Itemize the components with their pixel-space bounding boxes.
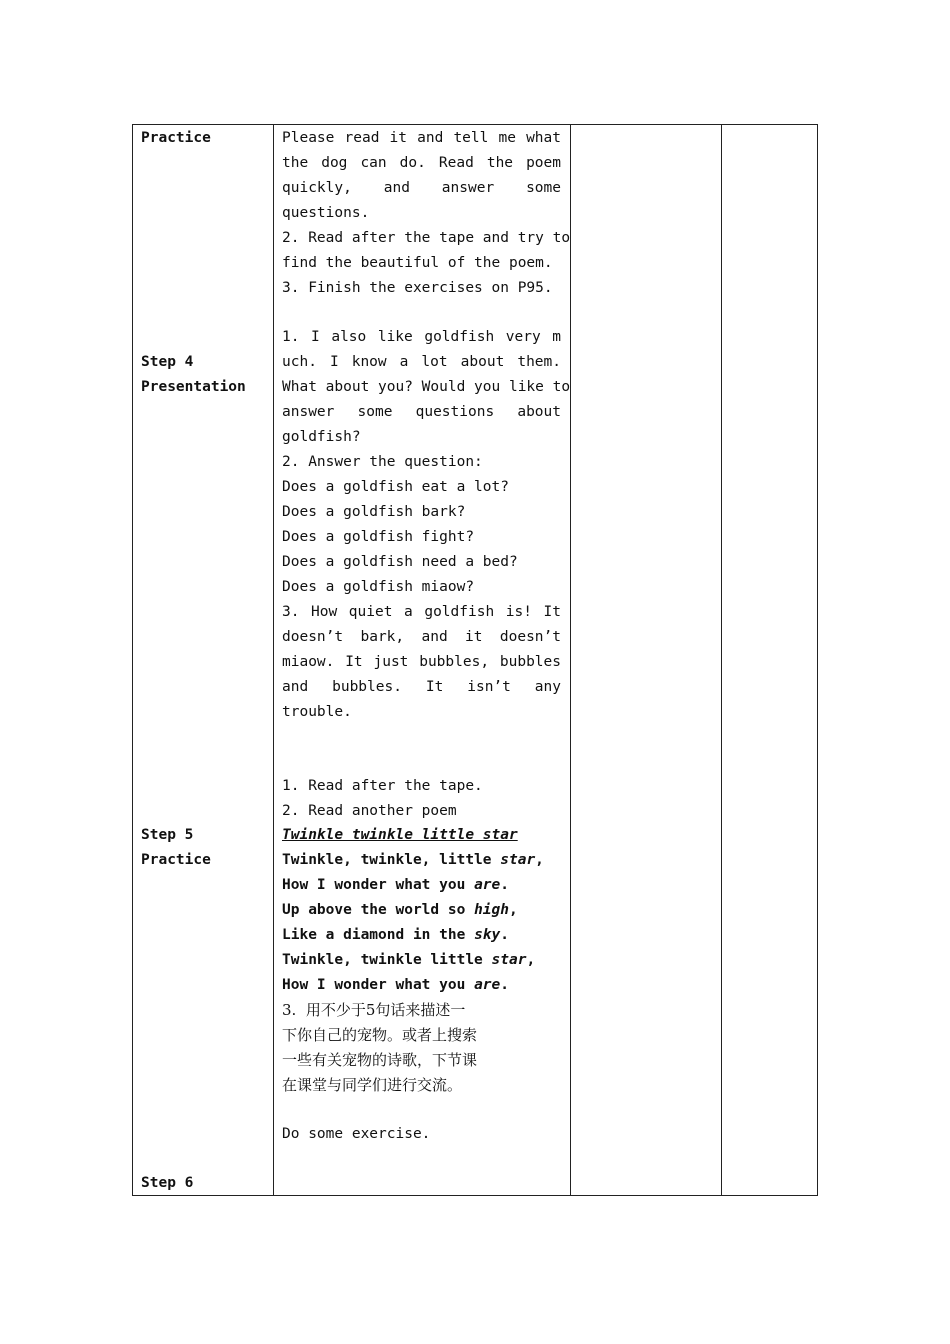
poem-line: Like a diamond in the sky. bbox=[282, 927, 509, 943]
activity-line: 2. Answer the question: bbox=[282, 454, 483, 470]
activity-line: Does a goldfish need a bed? bbox=[282, 554, 518, 570]
activity-line: 3. How quiet a goldfish is! It bbox=[282, 604, 561, 620]
activity-line: Does a goldfish bark? bbox=[282, 504, 466, 520]
activity-line: miaow. It just bubbles, bubbles bbox=[282, 654, 561, 670]
activity-line: 3. Finish the exercises on P95. bbox=[282, 280, 553, 296]
activity-line: goldfish? bbox=[282, 429, 361, 445]
empty-column-4 bbox=[722, 125, 817, 1195]
activity-line: answer some questions about bbox=[282, 404, 561, 420]
poem-line: How I wonder what you are. bbox=[282, 877, 509, 893]
activity-line: 2. Read after the tape and try to bbox=[282, 230, 571, 246]
activity-line: quickly, and answer some bbox=[282, 180, 561, 196]
activity-line: and bubbles. It isn’t any bbox=[282, 679, 561, 695]
activity-line: What about you? Would you like to bbox=[282, 379, 571, 395]
homework-line: 在课堂与同学们进行交流。 bbox=[282, 1076, 463, 1094]
activity-line: Does a goldfish miaow? bbox=[282, 579, 475, 595]
activity-line: Does a goldfish fight? bbox=[282, 529, 475, 545]
step-label-presentation: Presentation bbox=[141, 379, 246, 395]
poem-line: Twinkle, twinkle, little star, bbox=[282, 852, 544, 868]
homework-line: 3. 用不少于5句话来描述一 bbox=[282, 1001, 466, 1019]
column-divider bbox=[273, 125, 274, 1195]
step-label-practice: Practice bbox=[141, 130, 211, 146]
lesson-plan-table bbox=[132, 124, 818, 1196]
homework-line: 一些有关宠物的诗歌，下节课 bbox=[282, 1051, 478, 1069]
activity-line: Does a goldfish eat a lot? bbox=[282, 479, 509, 495]
poem-line: Twinkle, twinkle little star, bbox=[282, 952, 536, 968]
exercise-line: Do some exercise. bbox=[282, 1126, 431, 1142]
step-label-step5: Step 5 bbox=[141, 827, 194, 843]
empty-column-3 bbox=[571, 125, 721, 1195]
step-label-step6: Step 6 bbox=[141, 1175, 194, 1191]
activity-line: doesn’t bark, and it doesn’t bbox=[282, 629, 561, 645]
activity-line: find the beautiful of the poem. bbox=[282, 255, 553, 271]
activity-line: the dog can do. Read the poem bbox=[282, 155, 561, 171]
activity-line: 2. Read another poem bbox=[282, 803, 457, 819]
activity-line: questions. bbox=[282, 205, 370, 221]
activity-line: uch. I know a lot about them. bbox=[282, 354, 561, 370]
activity-line: 1. Read after the tape. bbox=[282, 778, 483, 794]
step-label-practice-2: Practice bbox=[141, 852, 211, 868]
step-label-step4: Step 4 bbox=[141, 354, 194, 370]
poem-title: Twinkle twinkle little star bbox=[282, 827, 518, 843]
poem-line: How I wonder what you are. bbox=[282, 977, 509, 993]
poem-line: Up above the world so high, bbox=[282, 902, 518, 918]
homework-line: 下你自己的宠物。或者上搜索 bbox=[282, 1026, 478, 1044]
activity-line: 1. I also like goldfish very m bbox=[282, 329, 561, 345]
activity-line: Please read it and tell me what bbox=[282, 130, 561, 146]
activity-line: trouble. bbox=[282, 704, 352, 720]
